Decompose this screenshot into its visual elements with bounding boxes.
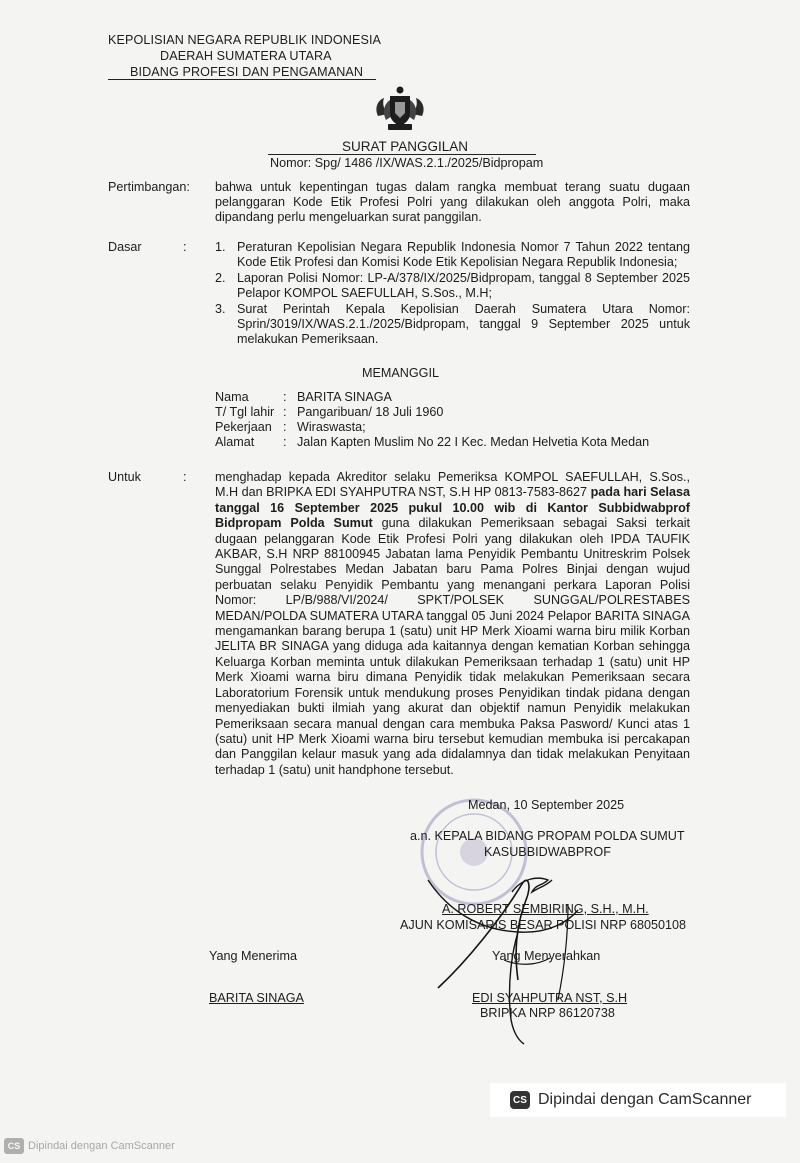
signature-rank: AJUN KOMISARIS BESAR POLISI NRP 68050108	[400, 918, 687, 932]
identity-value: Jalan Kapten Muslim No 22 I Kec. Medan Helvetia Kota Medan	[297, 435, 650, 449]
identity-key: T/ Tgl lahir	[215, 405, 275, 419]
identity-row-pekerjaan	[215, 420, 649, 435]
identity-row-alamat	[215, 435, 649, 450]
identity-key: Nama	[215, 390, 249, 404]
deliverer-label: Yang Menyerahkan	[492, 949, 601, 963]
identity-key: Pekerjaan	[215, 420, 272, 434]
signature-on-behalf: a.n. KEPALA BIDANG PROPAM POLDA SUMUT	[410, 829, 685, 843]
list-item	[215, 271, 690, 301]
letterhead-line3: BIDANG PROFESI DAN PENGAMANAN	[130, 65, 364, 79]
untuk-text-part2: guna dilakukan Pemeriksaan sebagai Saksi terkait dugaan pelanggaran Kode Etik Profesi Polri yang dilakukan oleh IPDA TAUFIK AKBAR, S.H NRP 88100945 Jabatan lama Penyidik Pembantu Unitreskrim Polsek Sunggal Polrestabes Medan Jabatan baru Pama Polres Binjai dengan wujud perbuatan selaku Penyidik Pembantu yang menangani perkara Laporan Polisi Nomor: LP/B/988/VI/2024/ SPKT/POLSEK SUNGGAL/POLRESTABES MEDAN/POLDA SUMATERA UTARA tanggal 05 Juni 2024 Pelapor BARITA SINAGA mengamankan barang berupa 1 (satu) unit HP Merk Xioami warna biru milik Korban JELITA BR SINAGA yang diduga ada kaitannya dengan kematian Korban sehingga Keluarga Korban meminta untuk dilakukan Pemeriksaan terhadap 1 (satu) unit HP Merk Xioami warna biru dimana Penyidik tidak melakukan Pemeriksaan secara Laboratorium Forensik untuk mendukung proses Penyidikan tindak pidana dengan menyediakan bukti ilmiah yang akurat dan objektif namun Penyidik melakukan Pemeriksaan secara manual dengan cara membuka Paksa Pasword/ Kunci atas 1 (satu) unit HP Merk Xioami warna biru tersebut kemudian membuka isi percakapan dan Panggilan kelaur masuk yang ada didalamnya dan tidak melakukan Penyitaan terhadap 1 (satu) unit handphone tersebut.	[215, 516, 690, 777]
letterhead-underline	[108, 79, 376, 80]
camscanner-logo-small-icon: CS	[4, 1138, 24, 1154]
letterhead	[108, 32, 381, 80]
document-number: Nomor: Spg/ 1486 /IX/WAS.2.1./2025/Bidpropam	[270, 156, 544, 170]
dasar-label: Dasar	[108, 240, 142, 254]
dasar-colon: :	[183, 240, 187, 254]
list-item	[215, 240, 690, 270]
identity-value: BARITA SINAGA	[297, 390, 392, 404]
document-title: SURAT PANGGILAN	[342, 139, 469, 154]
deliverer-name: EDI SYAHPUTRA NST, S.H	[472, 991, 628, 1005]
list-item-number: 2.	[215, 271, 226, 285]
identity-value: Wiraswasta;	[297, 420, 366, 434]
pertimbangan-text: bahwa untuk kepentingan tugas dalam rangka membuat terang suatu dugaan pelanggaran Kode Etik Profesi Polri yang dilakukan oleh anggota Polri, maka dipandang perlu mengeluarkan surat panggilan.	[215, 180, 690, 224]
signature-name: A. ROBERT SEMBIRING, S.H., M.H.	[442, 902, 649, 916]
memanggil-heading: MEMANGGIL	[362, 366, 439, 380]
identity-key: Alamat	[215, 435, 255, 449]
list-item-text: Surat Perintah Kepala Kepolisian Daerah Sumatera Utara Nomor: Sprin/3019/IX/WAS.2.1./2025/Bidpropam, tanggal 9 September 2025 untuk melakukan Pemeriksaan.	[237, 302, 690, 346]
camscanner-watermark	[490, 1083, 786, 1117]
signature-place-date: Medan, 10 September 2025	[468, 798, 625, 812]
untuk-text-part1: menghadap kepada Akreditor selaku Pemeriksa KOMPOL SAEFULLAH, S.Sos., M.H dan BRIPKA EDI SYAHPUTRA NST, S.H HP 0813-7583-8627	[215, 470, 690, 500]
untuk-colon: :	[183, 470, 187, 484]
camscanner-watermark-text: Dipindai dengan CamScanner	[538, 1091, 752, 1108]
deliverer-rank: BRIPKA NRP 86120738	[480, 1006, 615, 1020]
letterhead-line1: KEPOLISIAN NEGARA REPUBLIK INDONESIA	[108, 33, 382, 47]
signature-role: KASUBBIDWABPROF	[484, 845, 611, 859]
title-underline	[268, 154, 536, 155]
identity-colon: :	[283, 390, 287, 404]
pertimbangan-label: Pertimbangan:	[108, 180, 190, 194]
untuk-text-bold: pada hari Selasa tanggal 16 September 2025 pukul 10.00 wib di Kantor Subbidwabprof Bidpropam Polda Sumut	[215, 485, 690, 531]
list-item-text: Laporan Polisi Nomor: LP-A/378/IX/2025/Bidpropam, tanggal 8 September 2025 Pelapor KOMPOL SAEFULLAH, S.Sos., M.H;	[237, 271, 690, 300]
identity-block	[215, 390, 649, 450]
untuk-text	[215, 470, 690, 778]
list-item	[215, 302, 690, 347]
identity-value: Pangaribuan/ 18 Juli 1960	[297, 405, 444, 419]
list-item-text: Peraturan Kepolisian Negara Republik Indonesia Nomor 7 Tahun 2022 tentang Kode Etik Profesi dan Komisi Kode Etik Kepolisian Negara Republik Indonesia;	[237, 240, 690, 269]
identity-row-nama	[215, 390, 649, 405]
identity-colon: :	[283, 405, 287, 419]
list-item-number: 3.	[215, 302, 226, 316]
camscanner-logo-icon: CS	[510, 1091, 530, 1109]
polri-emblem-icon	[372, 86, 428, 134]
bottom-watermark-text: Dipindai dengan CamScanner	[28, 1140, 175, 1152]
bottom-watermark	[4, 1138, 175, 1154]
letterhead-line2: DAERAH SUMATERA UTARA	[160, 49, 332, 63]
list-item-number: 1.	[215, 240, 226, 254]
untuk-label: Untuk	[108, 470, 141, 484]
dasar-list	[215, 240, 690, 348]
receiver-name: BARITA SINAGA	[209, 991, 304, 1005]
identity-colon: :	[283, 420, 287, 434]
identity-row-ttl	[215, 405, 649, 420]
receiver-label: Yang Menerima	[209, 949, 297, 963]
identity-colon: :	[283, 435, 287, 449]
